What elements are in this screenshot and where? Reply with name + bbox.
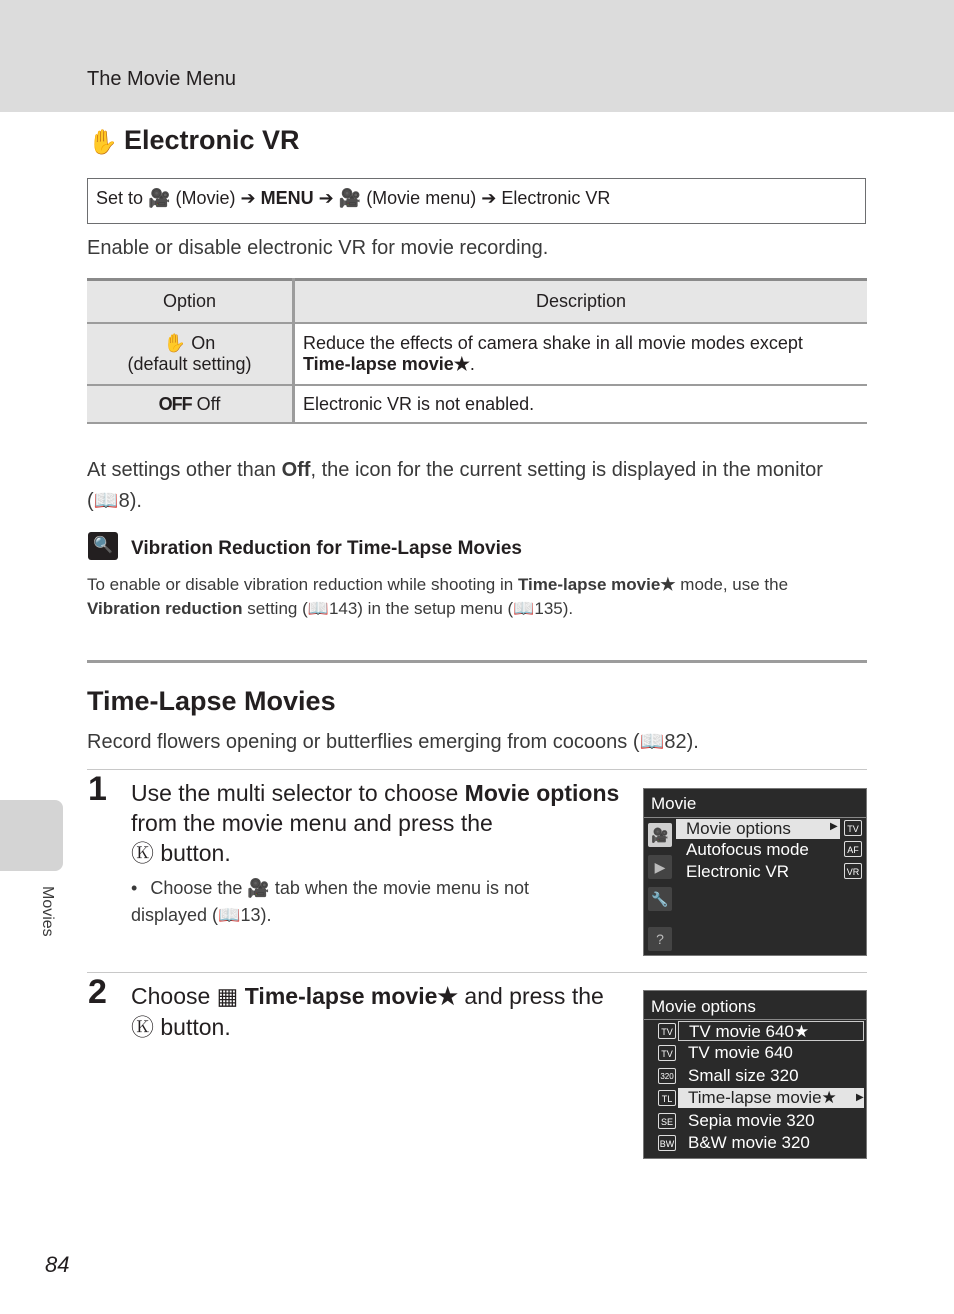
path-set-to: Set to xyxy=(96,188,144,208)
menu-button-icon: MENU xyxy=(260,188,314,208)
note-title: Vibration Reduction for Time-Lapse Movies xyxy=(131,538,522,559)
movie-icon: 🎥 xyxy=(148,188,171,209)
monitor-paragraph xyxy=(87,455,857,516)
note-b1: Time-lapse movie★ xyxy=(517,575,676,594)
step-divider xyxy=(87,769,867,770)
step1-b1: Movie options xyxy=(464,780,620,806)
electronic-vr-intro: Enable or disable electronic VR for movie recording. xyxy=(87,237,549,259)
bw-icon: BW xyxy=(658,1135,676,1151)
vr-icon: VR xyxy=(844,863,862,879)
vr-icon: ✋ xyxy=(88,128,118,156)
menu-item-autofocus[interactable]: Autofocus mode xyxy=(686,840,809,859)
note-t1: To enable or disable vibration reduction while shooting in xyxy=(87,575,514,594)
small-size-icon: 320 xyxy=(658,1068,676,1084)
step2-t2: and press the xyxy=(464,983,604,1009)
desc-on-text: Reduce the effects of camera shake in all movie modes except xyxy=(303,333,803,353)
vr-off-icon: OFF xyxy=(158,393,192,414)
description-cell-off: Electronic VR is not enabled. xyxy=(294,385,868,423)
section-title-electronic-vr: Electronic VR xyxy=(124,125,300,155)
chevron-right-icon: ▶ xyxy=(830,821,838,832)
step-1-number: 1 xyxy=(88,770,107,808)
option-on-default: (default setting) xyxy=(127,354,252,374)
description-cell-on xyxy=(294,323,868,385)
menu-item-electronic-vr[interactable]: Electronic VR xyxy=(686,862,789,881)
time-lapse-intro xyxy=(87,729,699,754)
table-header-row xyxy=(87,280,867,324)
bullet-dot: • xyxy=(131,878,138,898)
help-icon[interactable]: ? xyxy=(648,927,672,951)
option-cell-off xyxy=(87,385,294,423)
section-title-time-lapse: Time-Lapse Movies xyxy=(87,686,336,716)
step1-t3: button. xyxy=(160,840,231,866)
page-ref-icon: 📖 xyxy=(93,488,119,512)
step-2-text xyxy=(131,981,611,1043)
para-post: , the icon for the current setting is displayed in the monitor ( xyxy=(87,459,823,512)
step-1-text xyxy=(131,778,621,869)
page-number: 84 xyxy=(45,1252,70,1277)
note-r2: 135). xyxy=(534,599,574,618)
tv-movie-icon: TV xyxy=(658,1023,676,1039)
note-b2: Vibration reduction xyxy=(87,599,243,618)
option-on-label: On xyxy=(191,333,216,353)
option-small-size-320[interactable]: Small size 320 xyxy=(688,1066,799,1085)
step-1-bullet xyxy=(131,875,571,929)
tl-intro-text: Record flowers opening or butterflies emerging from cocoons ( xyxy=(87,731,640,753)
time-lapse-icon: ▦ xyxy=(216,984,239,1010)
desc-on-end: . xyxy=(469,354,475,374)
side-label-movies: Movies xyxy=(39,886,56,937)
header-band xyxy=(0,0,954,112)
option-tv-movie-640[interactable]: TV movie 640 xyxy=(688,1043,793,1062)
step1-t2: from the movie menu and press the xyxy=(131,810,493,836)
movie-tab-icon[interactable]: 🎥 xyxy=(648,823,672,847)
autofocus-icon: AF xyxy=(844,841,862,857)
camera-screen-movie-menu xyxy=(643,788,867,956)
step-2-number: 2 xyxy=(88,973,107,1011)
page-ref-icon: 📖 xyxy=(639,729,665,753)
table-header-option: Option xyxy=(87,280,294,324)
section-divider xyxy=(87,660,867,663)
bullet-a: Choose the xyxy=(150,878,243,898)
path-movie: (Movie) xyxy=(175,188,236,208)
option-off-label: Off xyxy=(196,393,221,414)
desc-on-bold: Time-lapse movie★ xyxy=(303,354,470,374)
option-bw-movie-320[interactable]: B&W movie 320 xyxy=(688,1133,810,1152)
menu-item-movie-options[interactable]: Movie options xyxy=(676,819,840,839)
step1-t1: Use the multi selector to choose xyxy=(131,780,459,806)
note-t3: setting ( xyxy=(247,599,308,618)
arrow-right-icon: ➔ xyxy=(240,188,256,209)
page-ref-icon: 📖 xyxy=(513,599,535,619)
chapter-side-tab xyxy=(0,800,63,871)
screen-title: Movie options xyxy=(651,997,756,1016)
bullet-b: tab when the movie menu is not displayed ( xyxy=(131,878,530,925)
para-bold: Off xyxy=(281,459,311,481)
tl-intro-ref: 82). xyxy=(664,731,699,753)
step-divider xyxy=(87,972,867,973)
page-ref-icon: 📖 xyxy=(218,905,241,926)
arrow-right-icon: ➔ xyxy=(481,188,497,209)
note-text xyxy=(87,573,867,621)
page-ref-icon: 📖 xyxy=(307,599,329,619)
note-r1: 143) in the setup menu ( xyxy=(328,599,514,618)
option-sepia-movie-320[interactable]: Sepia movie 320 xyxy=(688,1111,815,1130)
playback-tab-icon[interactable]: ▶ xyxy=(648,855,672,879)
options-table xyxy=(87,278,867,424)
tv-movie-icon: TV xyxy=(844,820,862,836)
option-tv-movie-640-star[interactable]: TV movie 640★ xyxy=(678,1021,864,1041)
table-row xyxy=(87,323,867,385)
note-icon: 🔍 xyxy=(88,532,118,560)
path-movie-menu: (Movie menu) xyxy=(366,188,477,208)
camera-screen-movie-options xyxy=(643,990,867,1159)
movie-icon: 🎥 xyxy=(247,878,270,899)
menu-path-box xyxy=(87,178,866,224)
screen-title: Movie xyxy=(651,794,697,813)
step2-b1: Time-lapse movie★ xyxy=(244,983,459,1009)
option-cell-on xyxy=(87,323,294,385)
note-t2: mode, use the xyxy=(680,575,789,594)
step2-t1: Choose xyxy=(131,983,211,1009)
chapter-title: The Movie Menu xyxy=(87,68,236,90)
sepia-icon: SE xyxy=(658,1113,676,1129)
chevron-right-icon: ▶ xyxy=(856,1092,864,1103)
arrow-right-icon: ➔ xyxy=(318,188,334,209)
time-lapse-icon: TL xyxy=(658,1090,676,1106)
table-row xyxy=(87,385,867,423)
para-ref: 8). xyxy=(118,490,142,512)
vr-on-icon: ✋ xyxy=(163,333,187,354)
bullet-ref: 13). xyxy=(240,905,272,925)
tv-movie-icon: TV xyxy=(658,1045,676,1061)
table-header-description: Description xyxy=(294,280,868,324)
option-time-lapse-movie[interactable]: Time-lapse movie★ xyxy=(678,1088,864,1108)
ok-button-icon: Ⓚ xyxy=(131,1015,154,1041)
path-target: Electronic VR xyxy=(501,188,611,208)
movie-icon: 🎥 xyxy=(338,188,362,209)
step2-t3: button. xyxy=(160,1014,231,1040)
ok-button-icon: Ⓚ xyxy=(131,841,154,867)
setup-tab-icon[interactable]: 🔧 xyxy=(648,887,672,911)
para-pre: At settings other than xyxy=(87,459,277,481)
